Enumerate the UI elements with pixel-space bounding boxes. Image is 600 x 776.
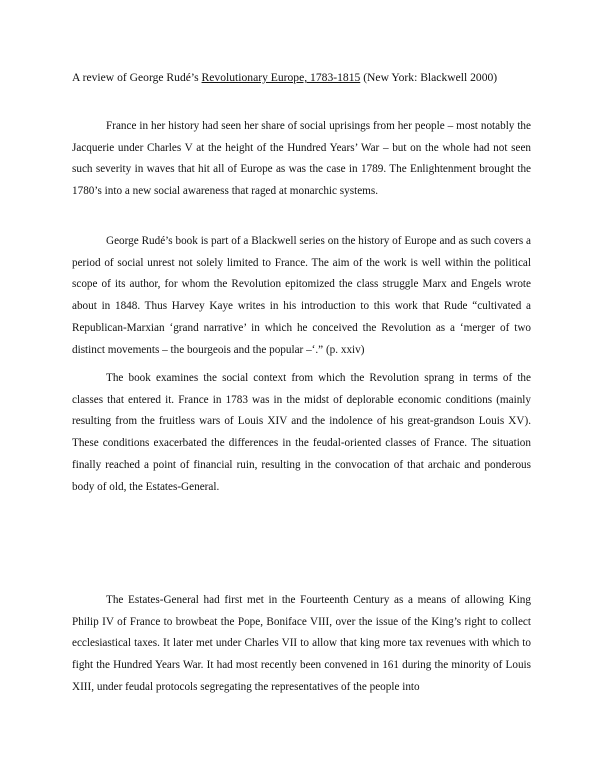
paragraph-3: The book examines the social context from which the Revolution sprang in terms of the classes that entered it. France in 1783 was in the midst of deplorable economic conditions (mainly resulting from the fruitless wars of Louis XIV and the indolence of his great-grandson Louis XV). These conditions exacerbated the differences in the feudal-oriented classes of France. The situation finally reached a point of financial ruin, resulting in the convocation of that archaic and ponderous body of old, the Estates-General.: [72, 372, 531, 493]
title-prefix: A review of George Rudé’s: [72, 71, 202, 84]
paragraph-2: George Rudé’s book is part of a Blackwell series on the history of Europe and as such covers a period of social unrest not solely limited to France. The aim of the work is well within the political scope of its author, for whom the Revolution epitomized the class struggle Marx and Engels wrote about in 1848. Thus Harvey Kaye writes in his introduction to this work that Rude “cultivated a Republican-Marxian ‘grand narrative’ in which he conceived the Revolution as a ‘merger of two distinct movements – the bourgeois and the popular –‘.” (p. xxiv): [72, 235, 531, 356]
paragraph-4: The Estates-General had first met in the Fourteenth Century as a means of allowing King Philip IV of France to browbeat the Pope, Boniface VIII, over the issue of the King’s right to collect ecclesiastical taxes. It later met under Charles VII to allow that king more tax revenues with which to fight the Hundred Years War. It had most recently been convened in 161 during the minority of Louis XIII, under feudal protocols segregating the representatives of the people into: [72, 594, 531, 693]
book-title: Revolutionary Europe, 1783-1815: [201, 71, 361, 84]
title-suffix: (New York: Blackwell 2000): [360, 71, 498, 84]
paragraph-1: France in her history had seen her share of social uprisings from her people – most notably the Jacquerie under Charles V at the height of the Hundred Years’ War – but on the whole had not seen such severity in waves that hit all of Europe as was the case in 1789. The Enlightenment brought the 1780’s into a new social awareness that raged at monarchic systems.: [72, 120, 531, 198]
review-title: [72, 70, 532, 85]
